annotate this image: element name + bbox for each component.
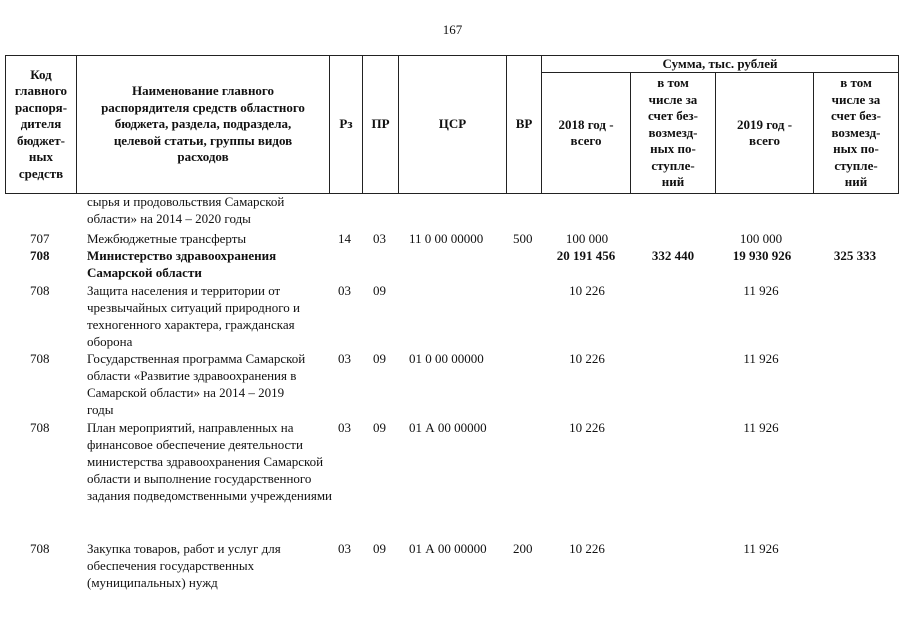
- header-pr: [362, 55, 399, 194]
- row-sum-2018: 100 000: [565, 231, 609, 246]
- header-2018-gratis-label: в том числе за счет без-возмезд-ных по-ступле-ний: [648, 75, 698, 190]
- header-2019-gratis-label: в том числе за счет без-возмезд-ных по-ступле-ний: [831, 75, 881, 190]
- header-vr-label: ВР: [515, 116, 533, 132]
- row-rz: 03: [338, 351, 351, 366]
- header-2019-label: 2019 год - всего: [736, 116, 793, 148]
- row-name: Министерство здравоохранения Самарской области: [87, 248, 277, 280]
- header-name: [76, 55, 330, 194]
- row-name: Защита населения и территории от чрезвычайных ситуаций природного и техногенного характера, гражданская оборона: [87, 283, 300, 349]
- row-name: Межбюджетные трансферты: [87, 231, 247, 246]
- row-rz: 14: [338, 231, 351, 246]
- row-sum-2019: 19 930 926: [732, 248, 792, 263]
- header-name-label: Наименование главного распорядителя средств областного бюджета, раздела, подраздела, целевой статьи, группы видов расходов: [101, 83, 305, 165]
- header-csr: [398, 55, 507, 194]
- row-sum-2019: 11 926: [743, 351, 779, 366]
- header-2019-gratis: [813, 72, 899, 194]
- row-code: 708: [30, 420, 50, 435]
- header-code-label: Код главного распоря-дителя бюджет-ных средств: [14, 66, 68, 181]
- row-sum-2019: 11 926: [743, 420, 779, 435]
- row-code: 708: [30, 248, 50, 263]
- row-rz: 03: [338, 283, 351, 298]
- row-rz: 03: [338, 420, 351, 435]
- header-sum-group: [541, 55, 899, 73]
- header-2019: [715, 72, 814, 194]
- row-code: 708: [30, 541, 50, 556]
- header-sum-group-label: Сумма, тыс. рублей: [662, 55, 778, 71]
- row-name: Государственная программа Самарской области «Развитие здравоохранения в Самарской области» на 2014 – 2019 годы: [87, 351, 306, 417]
- page-number: 167: [442, 22, 463, 37]
- row-gratis-2019: 325 333: [833, 248, 877, 263]
- header-2018-label: 2018 год - всего: [558, 116, 614, 148]
- row-sum-2019: 11 926: [743, 283, 779, 298]
- row-vr: 200: [513, 541, 533, 556]
- row-code: 707: [30, 231, 50, 246]
- row-pr: 03: [373, 231, 386, 246]
- header-rz: [329, 55, 363, 194]
- row-csr: 11 0 00 00000: [409, 231, 484, 246]
- row-pr: 09: [373, 541, 386, 556]
- header-2018: [541, 72, 631, 194]
- row-sum-2018: 10 226: [569, 541, 605, 556]
- row-sum-2018: 10 226: [569, 420, 605, 435]
- header-rz-label: Рз: [339, 116, 353, 132]
- header-csr-label: ЦСР: [438, 116, 467, 132]
- row-name: Закупка товаров, работ и услуг для обеспечения государственных (муниципальных) нужд: [87, 541, 281, 590]
- row-name: План мероприятий, направленных на финансовое обеспечение деятельности министерства здравоохранения Самарской области и выполнение государственного задания подведомственными учреждениями: [87, 420, 333, 503]
- row-rz: 03: [338, 541, 351, 556]
- row-sum-2019: 11 926: [743, 541, 779, 556]
- row-code: 708: [30, 351, 50, 366]
- row-pr: 09: [373, 283, 386, 298]
- row-pr: 09: [373, 351, 386, 366]
- row-pr: 09: [373, 420, 386, 435]
- header-2018-gratis: [630, 72, 716, 194]
- row-csr: 01 А 00 00000: [409, 420, 487, 435]
- row-gratis-2018: 332 440: [651, 248, 695, 263]
- row-csr: 01 0 00 00000: [409, 351, 484, 366]
- row-csr: 01 А 00 00000: [409, 541, 487, 556]
- row-code: 708: [30, 283, 50, 298]
- header-code: [5, 55, 77, 194]
- row-sum-2018: 10 226: [569, 351, 605, 366]
- header-pr-label: ПР: [371, 116, 390, 132]
- row-sum-2019: 100 000: [739, 231, 783, 246]
- row-vr: 500: [513, 231, 533, 246]
- row-name: сырья и продовольствия Самарской области» на 2014 – 2020 годы: [87, 194, 285, 226]
- row-sum-2018: 10 226: [569, 283, 605, 298]
- header-vr: [506, 55, 542, 194]
- row-sum-2018: 20 191 456: [556, 248, 616, 263]
